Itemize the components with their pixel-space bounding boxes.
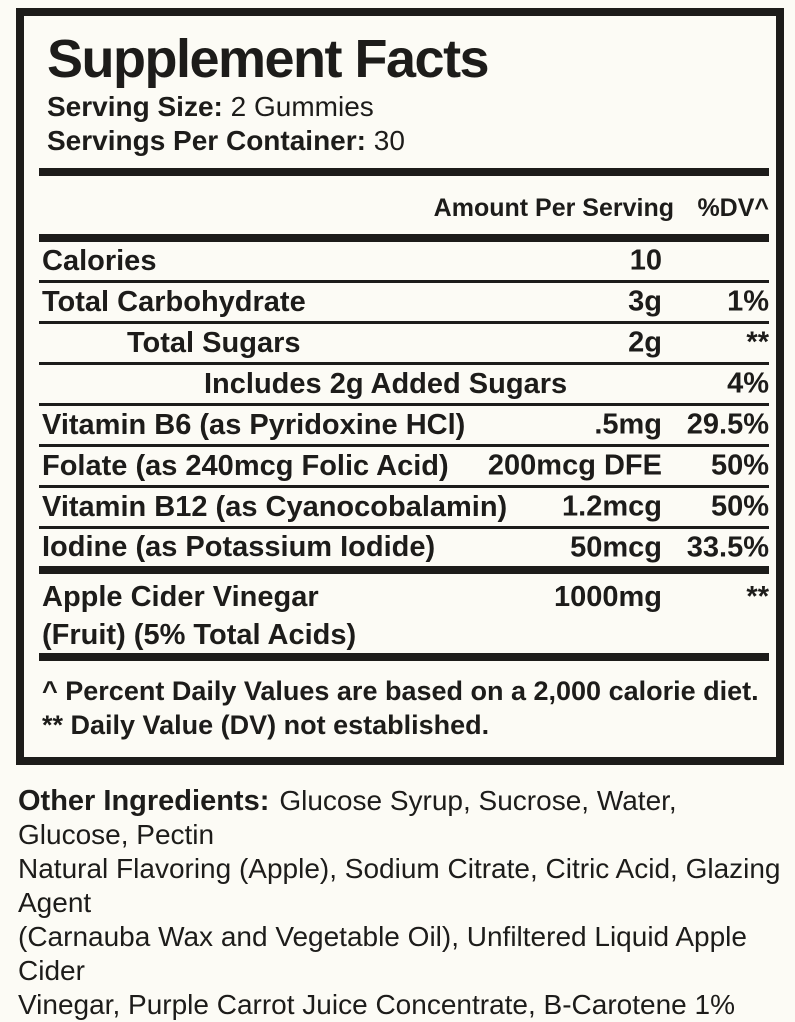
percent-dv-header: %DV^	[697, 194, 769, 222]
nutrient-name: Total Carbohydrate	[42, 285, 306, 318]
nutrient-row-iodine	[39, 529, 769, 566]
column-header-row	[39, 176, 769, 234]
divider-bar	[39, 234, 769, 242]
nutrient-amount: 50mcg	[570, 531, 662, 563]
nutrient-row-folate	[39, 447, 769, 488]
footnotes-section	[39, 661, 769, 742]
servings-per-container-value: 30	[373, 125, 405, 156]
nutrient-row-vitamin-b6	[39, 406, 769, 447]
divider-bar	[39, 168, 769, 176]
ingredients-text: Glucose Syrup, Sucrose, Water, Glucose, Pectin	[18, 785, 677, 850]
nutrient-name: Calories	[42, 244, 157, 277]
nutrient-name-line2: (Fruit) (5% Total Acids)	[42, 619, 357, 651]
serving-size-label: Serving Size:	[47, 91, 223, 122]
nutrient-amount: 2g	[628, 326, 662, 359]
ingredients-text-line: Vinegar, Purple Carrot Juice Concentrate, B-Carotene 1%	[18, 989, 735, 1020]
nutrient-row-vitamin-b12	[39, 488, 769, 529]
nutrient-name: Total Sugars	[127, 326, 301, 359]
serving-size-line	[47, 90, 769, 124]
nutrient-dv: **	[746, 581, 769, 613]
ingredients-text-line: (Carnauba Wax and Vegetable Oil), Unfiltered Liquid Apple Cider	[18, 921, 747, 986]
nutrient-dv: 50%	[710, 490, 769, 523]
divider-bar	[39, 653, 769, 661]
nutrient-name: Apple Cider Vinegar	[42, 581, 319, 613]
nutrient-dv: 1%	[727, 285, 769, 318]
amount-per-serving-header: Amount Per Serving	[433, 194, 674, 222]
nutrient-amount: 200mcg DFE	[487, 449, 662, 482]
nutrient-row-total-carbohydrate	[39, 283, 769, 324]
nutrient-name: Includes 2g Added Sugars	[204, 367, 568, 400]
nutrient-amount: 1000mg	[553, 581, 662, 613]
nutrient-row-calories	[39, 242, 769, 283]
other-ingredients-section	[18, 784, 790, 1022]
footnote-dv-basis: ^ Percent Daily Values are based on a 2,000 calorie diet.	[42, 676, 759, 706]
nutrient-row-added-sugars	[39, 365, 769, 406]
nutrient-row-total-sugars	[39, 324, 769, 365]
servings-per-container-line	[47, 124, 769, 158]
nutrient-dv: **	[746, 326, 769, 359]
nutrient-dv: 29.5%	[686, 408, 769, 441]
ingredients-text-line	[18, 784, 790, 852]
nutrient-row-apple-cider-vinegar	[39, 574, 769, 653]
nutrient-dv: 50%	[710, 449, 769, 482]
nutrient-amount: .5mg	[594, 408, 662, 441]
other-ingredients-label: Other Ingredients:	[18, 785, 270, 817]
panel-title: Supplement Facts	[47, 29, 489, 89]
panel-header	[39, 16, 769, 158]
nutrient-amount: 1.2mcg	[562, 490, 662, 523]
servings-per-container-label: Servings Per Container:	[47, 125, 366, 156]
nutrient-amount: 3g	[628, 285, 662, 318]
supplement-facts-panel	[16, 8, 784, 765]
nutrient-name: Iodine (as Potassium Iodide)	[42, 531, 436, 563]
ingredients-text-line: Natural Flavoring (Apple), Sodium Citrate, Citric Acid, Glazing Agent	[18, 853, 781, 918]
divider-bar	[39, 566, 769, 574]
nutrient-name: Vitamin B6 (as Pyridoxine HCl)	[42, 408, 466, 441]
serving-size-value: 2 Gummies	[230, 91, 374, 122]
nutrient-amount: 10	[629, 244, 662, 277]
nutrient-name: Vitamin B12 (as Cyanocobalamin)	[42, 490, 508, 523]
footnote-dv-not-established: ** Daily Value (DV) not established.	[42, 710, 490, 740]
nutrient-dv: 4%	[727, 367, 769, 400]
nutrient-name: Folate (as 240mcg Folic Acid)	[42, 449, 449, 482]
nutrient-dv: 33.5%	[686, 531, 769, 563]
